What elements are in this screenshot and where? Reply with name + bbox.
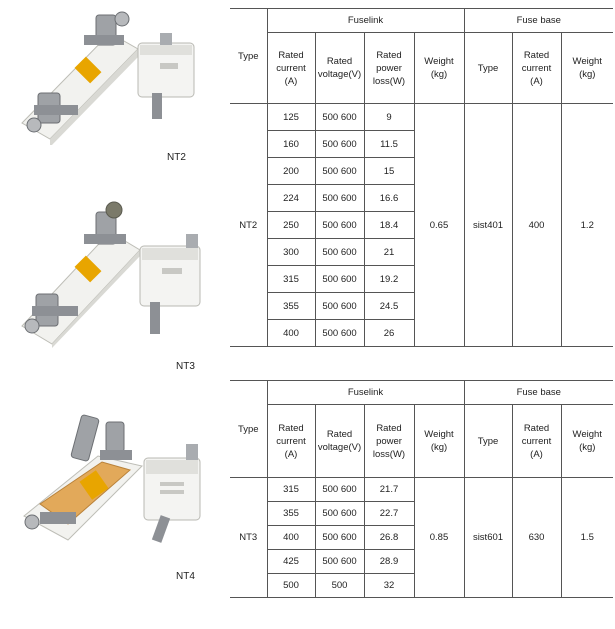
rated-current-cell: 315 (267, 478, 315, 502)
rated-current-cell: 400 (267, 320, 315, 347)
rated-current-cell: 224 (267, 185, 315, 212)
type-cell: NT3 (230, 478, 267, 598)
power-loss-cell: 26 (364, 320, 414, 347)
base-current-cell: 630 (512, 478, 561, 598)
base-current-cell: 400 (512, 104, 561, 347)
rated-current-cell: 355 (267, 293, 315, 320)
rated-voltage-cell: 500 (315, 574, 364, 598)
base-type-header: Type (464, 33, 512, 104)
spec-table-nt3 (230, 380, 613, 598)
nt4-product-photo (10, 404, 210, 554)
weight-cell: 0.85 (414, 478, 464, 598)
rated-current-cell: 125 (267, 104, 315, 131)
rated-voltage-header: Rated voltage(V) (315, 33, 364, 104)
base-type-cell: sist601 (464, 478, 512, 598)
rated-voltage-cell: 500 600 (315, 131, 364, 158)
rated-current-cell: 300 (267, 239, 315, 266)
power-loss-cell: 21.7 (364, 478, 414, 502)
power-loss-cell: 24.5 (364, 293, 414, 320)
rated-voltage-cell: 500 600 (315, 185, 364, 212)
power-loss-cell: 28.9 (364, 550, 414, 574)
type-header: Type (230, 381, 267, 478)
rated-current-cell: 315 (267, 266, 315, 293)
base-weight-header: Weight (kg) (561, 33, 613, 104)
weight-header: Weight (kg) (414, 405, 464, 478)
rated-current-header: Rated current (A) (267, 405, 315, 478)
rated-voltage-cell: 500 600 (315, 526, 364, 550)
base-weight-cell: 1.2 (561, 104, 613, 347)
base-type-header: Type (464, 405, 512, 478)
power-loss-cell: 11.5 (364, 131, 414, 158)
power-loss-cell: 22.7 (364, 502, 414, 526)
rated-voltage-cell: 500 600 (315, 293, 364, 320)
rated-current-cell: 250 (267, 212, 315, 239)
base-rated-current-header: Rated current (A) (512, 33, 561, 104)
weight-cell: 0.65 (414, 104, 464, 347)
rated-voltage-cell: 500 600 (315, 320, 364, 347)
rated-voltage-cell: 500 600 (315, 212, 364, 239)
rated-current-cell: 160 (267, 131, 315, 158)
fuse-base-group-header: Fuse base (464, 9, 613, 33)
spec-table-nt2 (230, 8, 613, 347)
rated-voltage-cell: 500 600 (315, 158, 364, 185)
type-header: Type (230, 9, 267, 104)
rated-voltage-cell: 500 600 (315, 478, 364, 502)
power-loss-cell: 32 (364, 574, 414, 598)
rated-voltage-cell: 500 600 (315, 266, 364, 293)
rated-current-cell: 200 (267, 158, 315, 185)
fuselink-group-header: Fuselink (267, 381, 464, 405)
rated-voltage-cell: 500 600 (315, 239, 364, 266)
power-loss-cell: 26.8 (364, 526, 414, 550)
power-loss-cell: 21 (364, 239, 414, 266)
nt2-product-photo (10, 5, 210, 145)
product-caption-nt2: NT2 (167, 152, 186, 163)
rated-current-cell: 500 (267, 574, 315, 598)
rated-current-cell: 400 (267, 526, 315, 550)
rated-voltage-cell: 500 600 (315, 550, 364, 574)
power-loss-cell: 9 (364, 104, 414, 131)
rated-current-header: Rated current (A) (267, 33, 315, 104)
power-loss-cell: 19.2 (364, 266, 414, 293)
rated-power-loss-header: Rated power loss(W) (364, 405, 414, 478)
product-caption-nt3: NT3 (176, 361, 195, 372)
type-cell: NT2 (230, 104, 267, 347)
base-weight-header: Weight (kg) (561, 405, 613, 478)
product-caption-nt4: NT4 (176, 571, 195, 582)
rated-current-cell: 355 (267, 502, 315, 526)
nt3-product-photo (10, 198, 210, 348)
rated-voltage-cell: 500 600 (315, 502, 364, 526)
rated-voltage-header: Rated voltage(V) (315, 405, 364, 478)
power-loss-cell: 18.4 (364, 212, 414, 239)
rated-current-cell: 425 (267, 550, 315, 574)
power-loss-cell: 16.6 (364, 185, 414, 212)
base-type-cell: sist401 (464, 104, 512, 347)
base-weight-cell: 1.5 (561, 478, 613, 598)
power-loss-cell: 15 (364, 158, 414, 185)
fuse-base-group-header: Fuse base (464, 381, 613, 405)
fuselink-group-header: Fuselink (267, 9, 464, 33)
rated-voltage-cell: 500 600 (315, 104, 364, 131)
base-rated-current-header: Rated current (A) (512, 405, 561, 478)
rated-power-loss-header: Rated power loss(W) (364, 33, 414, 104)
weight-header: Weight (kg) (414, 33, 464, 104)
